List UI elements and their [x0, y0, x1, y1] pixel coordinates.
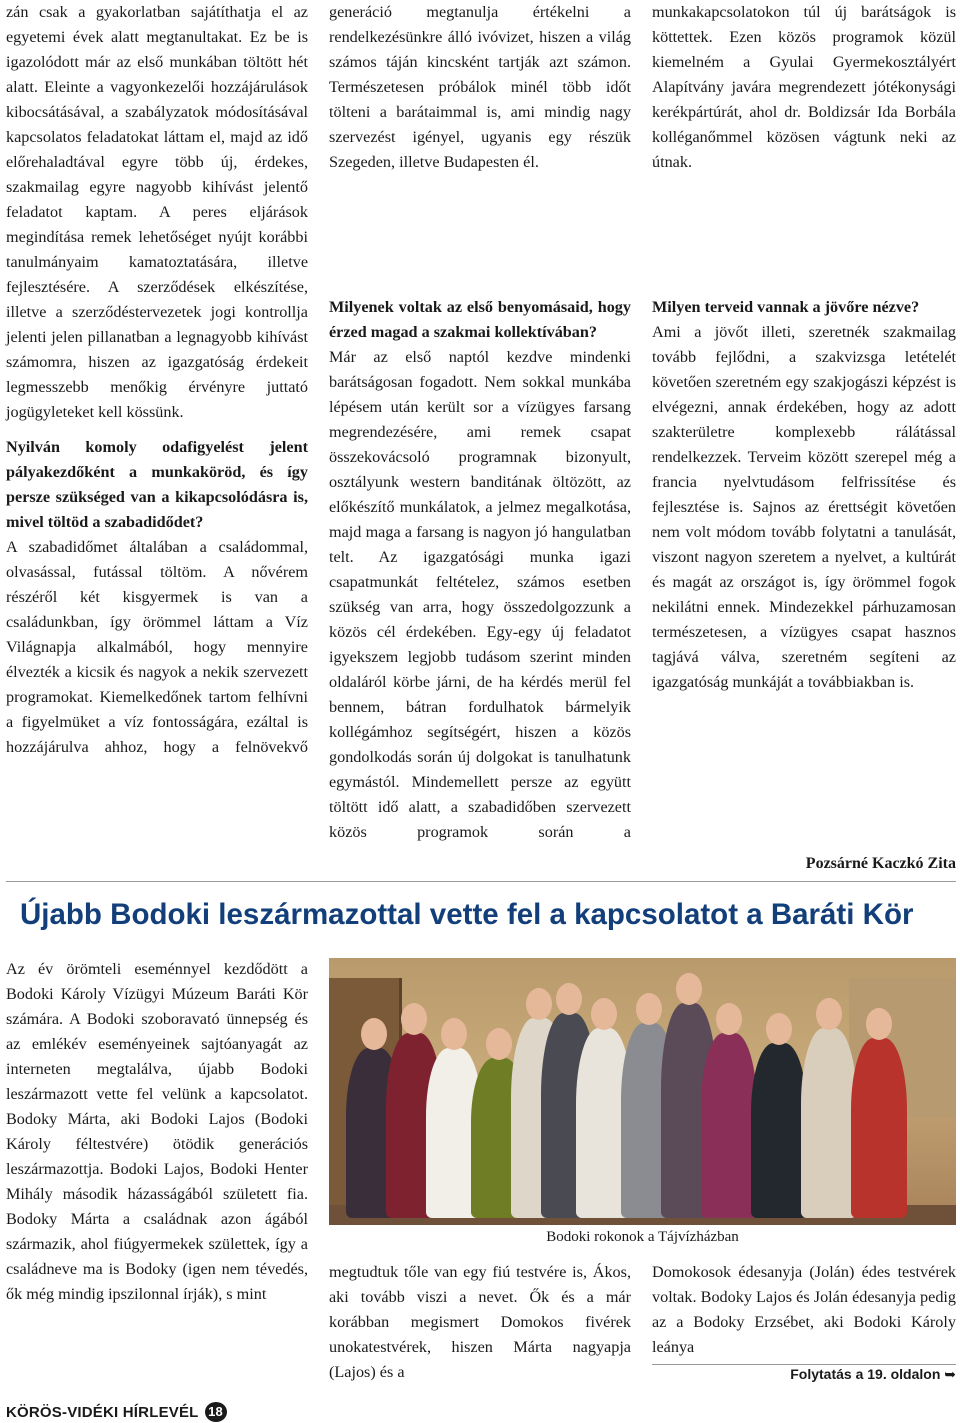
article2-column-3 [652, 1260, 956, 1360]
person-head [816, 998, 842, 1030]
article-column-1 [6, 0, 308, 760]
article2-column-2 [329, 1260, 631, 1385]
interview-answer-part [6, 535, 308, 760]
divider [6, 881, 956, 882]
page-footer [6, 1401, 227, 1423]
answer-continued-text: munkakapcsolatokon túl új barátságok is köttettek. Ezen közös programok közül kiemelném a Gyulai Gyermekosztályért Alapítvány javára megrendezett jótékonysági kerékpártúrát, ahol dr. Boldizsár Ida Borbála kolléganőmmel közösen vágtunk neki az útnak. [652, 3, 956, 171]
person-head [676, 973, 702, 1005]
group-photo [329, 958, 956, 1225]
article-column-2 [329, 0, 631, 845]
divider [652, 1364, 956, 1365]
article-headline: Újabb Bodoki leszármazottal vette fel a kapcsolatot a Baráti Kör [20, 898, 914, 931]
paragraph: Az év örömteli eseménnyel kezdődött a Bodoki Károly Vízügyi Múzeum Baráti Kör számára. A Bodoki szoboravató ünnepség és az emlékév eseményeinek sajtóanyagát az interneten megtalálva, újabb Bodoki leszármazott vette fel velünk a kapcsolatot. Bodoky Márta, aki Bodoki Lajos (Bodoki Károly féltestvére) ötödik generációs leszármazottja. Bodoki Lajos, Bodoki Henter Mihály második házasságából született fia. Bodoky Márta a családnak azon ágából származik, ahol fiúgyermekek születtek, így a családneve ma is Bodoky (igen nem tévedés, ők még mindig ipszilonnal írják), s mint [6, 960, 308, 1303]
publication-name: KÖRÖS-VIDÉKI HÍRLEVÉL [6, 1403, 199, 1421]
photo-person [849, 1008, 909, 1218]
continued-notice: Folytatás a 19. oldalon ➥ [790, 1366, 956, 1382]
person-head [766, 1013, 792, 1045]
paragraph-continued [329, 0, 631, 275]
person-head [716, 1003, 742, 1035]
paragraph: megtudtuk tőle van egy fiú testvére is, Ákos, aki tovább viszi a nevet. Ők és a már korábban megismert Domokos fivérek unokatestvérek, hiszen Márta nagyapja (Lajos) és a [329, 1263, 631, 1381]
paragraph: zán csak a gyakorlatban sajátíthatja el az egyetemi évek alatt megtanultakat. Ez be is igazolódott már az első munkában töltött hét alatt. Eleinte a vagyonkezelői hozzájárulások kibocsátásával, a szabályzatok módosításával kapcsolatos feladatokat láttam el, majd az idő előrehaladtával egyre több új, érdekes, szakmailag egyre nagyobb kihívást jelentő feladatot kaptam. A peres eljárások megindítása remek lehetőséget nyújt korábbi tanulmányaim kamatoztatására, illetve fejlesztésére. A szerződések elkészítése, illetve a szerződéstervezetek jogi kontrollja jelenti jelen pillanatban a legnagyobb kihívást számomra, hiszen az igazgatóság érdekeit legmesszebb menőkig érvényre juttató jogügyleteket kell kössünk. [6, 3, 308, 421]
author-signature: Pozsárné Kaczkó Zita [805, 855, 956, 872]
person-head [866, 1008, 892, 1040]
photo-caption: Bodoki rokonok a Tájvízházban [546, 1229, 739, 1245]
answer-text: Már az első naptól kezdve mindenki barátságosan fogadott. Nem sokkal munkába lépésem után került sor a vízügyes farsang megrendezésére, ami remek csapat összekovácsoló programnak bizonyult, osztályunk western banditának öltözött, az előkészítő munkálatok, a jelmez megalkotása, majd maga a farsang is nagyon jó hangulatban telt. Az igazgatósági munka igazi csapatmunkát feltételez, számos esetben szükség van arra, hogy összedolgozzunk a közös cél érdekében. Egy-egy új feladatot igyekszem legjobb tudásom szerint minden oldaláról körbe járni, de ha kérdés merül fel bennem, bátran fordulhatok bármelyik kollégámhoz segítségért, hiszen a közös gondolkodás során új dolgokat is tanulhatunk egymástól. Mindemellett persze az együtt töltött idő alatt, a szabadidőben szervezett közös programok során a [329, 348, 631, 841]
interview-answer-part [329, 345, 631, 845]
article-column-3 [652, 0, 956, 695]
person-head [441, 1018, 467, 1050]
paragraph-continued [652, 0, 956, 275]
interview-question: Milyenek voltak az első benyomásaid, hogy érzed magad a szakmai kollektívában? [329, 298, 631, 341]
interview-question: Nyilván komoly odafigyelést jelent pályakezdőként a munkaköröd, és így persze szükséged van a kikapcsolódásra is, mivel töltöd a szabadidődet? [6, 438, 308, 531]
page-number: 18 [205, 1402, 227, 1422]
paragraph: Domokosok édesanyja (Jolán) édes testvérek voltak. Bodoky Lajos és Jolán édesanyja pedig az a Bodoky Erzsébet, aki Bodoki Károly leánya [652, 1263, 956, 1356]
interview-answer: Ami a jövőt illeti, szeretnék szakmailag tovább fejlődni, a szakvizsga letételét követően szeretném egy szakjogászi képzést is elvégezni, annak érdekében, hogy az adott szakterületre komplexebb rálátással rendelkezzek. Terveim között szerepel még a francia nyelvtudásom felfrissítése és fejlesztése is. Sajnos az érettségit követően nem volt módom tovább folytatni a tanulását, viszont nagyon szeretem a nyelvet, a kultúrát és magát az országot is, így örömmel fogok nekilátni ennek. Mindezekkel párhuzamosan természetesen, a vízügyes csapat hasznos tagjává válva, szeretném segíteni az igazgatóság munkáját a továbbiakban is. [652, 323, 956, 691]
person-body [851, 1038, 907, 1218]
article2-column-1 [6, 957, 308, 1307]
person-head [591, 998, 617, 1030]
answer-continued-text: generáció megtanulja értékelni a rendelkezésünkre álló ivóvizet, hiszen a világ számos táján kincsként tartják azt számon. Természetesen próbálok minél több időt tölteni a barátaimmal is, ami mindig nagy szervezést igényel, ugyanis egy részük Szegeden, illetve Budapesten él. [329, 3, 631, 171]
answer-text: A szabadidőmet általában a családommal, olvasással, futással töltöm. A nővérem részéről két kisgyermek is van a családunkban, így örömmel láttam a Víz Világnapja alkalmából, hogy mennyire élvezték a kicsik és nagyok a nekik szervezett programokat. Kiemelkedőnek tartom felhívni a figyelmüket a víz fontosságára, ezáltal is hozzájárulva ahhoz, hogy a felnövekvő [6, 538, 308, 756]
interview-question: Milyen terveid vannak a jövőre nézve? [652, 298, 920, 316]
